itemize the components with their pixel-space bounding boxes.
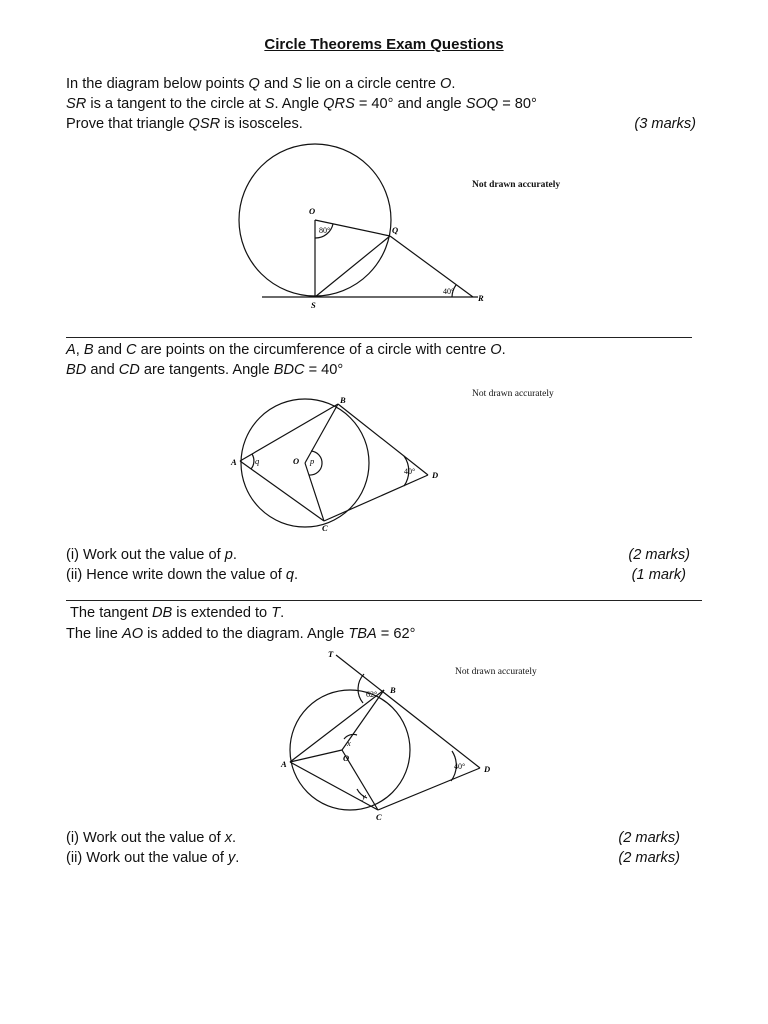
q3-label-a: A (281, 759, 287, 769)
q1-label-q: Q (392, 225, 399, 235)
q3-angle-40: 40° (454, 762, 466, 771)
q3-angle-x: x (347, 738, 351, 748)
q2-text: . (501, 342, 506, 358)
q3-part-i (66, 829, 236, 847)
q2-text: , (75, 342, 84, 358)
q2-not-drawn-note: Not drawn accurately (472, 389, 554, 399)
q1-text: In the diagram below points (66, 76, 249, 92)
q3-text: (i) Work out the value of (66, 830, 225, 846)
q2-var: p (224, 547, 233, 563)
q1-label-r: R (478, 293, 484, 303)
q1-marks: (3 marks) (634, 116, 696, 132)
q2-text: and (93, 342, 127, 358)
q3-label-t: T (328, 649, 334, 659)
q3-text: The line (66, 626, 122, 642)
q2-label-a: A (231, 457, 237, 467)
q2-text: . (232, 547, 237, 563)
q2-angle-q: q (255, 456, 260, 466)
q2-var: C (126, 342, 137, 358)
q2-text: (i) Work out the value of (66, 547, 225, 563)
q3-label-o: O (343, 753, 350, 763)
q2-var: BDC (273, 362, 305, 378)
q3-text: . (235, 850, 240, 866)
q3-tangent-cd (378, 768, 480, 810)
q1-label-o: O (309, 206, 316, 216)
q3-var: T (271, 605, 281, 621)
q2-part-ii-marks: (1 mark) (631, 567, 686, 583)
q1-text: lie on a circle centre (302, 76, 440, 92)
q1-var: Q (248, 76, 260, 92)
q1-var: QRS (323, 96, 355, 112)
q2-text: . (293, 567, 299, 583)
q1-not-drawn-note: Not drawn accurately (472, 180, 561, 190)
q3-chord-ac (290, 762, 378, 810)
q2-var: A (66, 342, 76, 358)
q3-text: The tangent (70, 605, 152, 621)
q3-circle (290, 690, 410, 810)
q3-arc-62 (358, 674, 364, 703)
q1-text: . Angle (274, 96, 324, 112)
q2-var: BD (66, 362, 87, 378)
q2-text: are tangents. Angle (139, 362, 274, 378)
q3-var: TBA (348, 626, 377, 642)
q1-var: SOQ (465, 96, 499, 112)
q2-label-d: D (432, 470, 439, 480)
q2-var: CD (118, 362, 140, 378)
q2-label-o: O (293, 456, 300, 466)
q1-text: . (451, 76, 456, 92)
q1-label-s: S (311, 300, 316, 310)
q1-var: SR (66, 96, 87, 112)
q1-text: = 40° and angle (354, 96, 466, 112)
q3-label-b: B (390, 685, 396, 695)
q1-var: S (264, 96, 275, 112)
q3-var: x (224, 830, 233, 846)
q2-var: B (83, 342, 94, 358)
q2-text: = 40° (304, 362, 344, 378)
q3-part-ii-marks: (2 marks) (618, 850, 680, 866)
q3-var: AO (121, 626, 144, 642)
q3-var: y (227, 850, 236, 866)
q1-text: and (259, 76, 293, 92)
q2-angle-p: p (310, 456, 315, 466)
page-title-text: Circle Theorems Exam Questions (264, 36, 504, 53)
q3-text: (ii) Work out the value of (66, 850, 228, 866)
q2-part-i-marks: (2 marks) (628, 547, 690, 563)
q2-text: and (86, 362, 119, 378)
q3-angle-y: y (362, 791, 366, 801)
q1-text: Prove that triangle (66, 116, 189, 132)
q3-text: = 62° (376, 626, 416, 642)
q3-label-d: D (484, 764, 491, 774)
q3-text: . (280, 605, 285, 621)
q3-var: DB (151, 605, 173, 621)
q2-text: are points on the circumference of a circle with centre (136, 342, 491, 358)
q2-var: O (490, 342, 502, 358)
q1-var: S (292, 76, 303, 92)
q2-text: (ii) Hence write down the value of (66, 567, 286, 583)
q1-text: is a tangent to the circle at (86, 96, 265, 112)
q1-text: is isosceles. (220, 116, 303, 132)
q3-not-drawn-note: Not drawn accurately (455, 667, 537, 677)
q3-part-i-marks: (2 marks) (618, 830, 680, 846)
q1-angle-40: 40° (443, 287, 455, 296)
q2-angle-40: 40° (404, 467, 416, 476)
q2-var: q (285, 567, 294, 583)
q3-text: is added to the diagram. Angle (143, 626, 349, 642)
q1-angle-80: 80° (319, 226, 331, 235)
q3-text: is extended to (172, 605, 272, 621)
q2-label-c: C (322, 523, 328, 533)
q2-label-b: B (340, 395, 346, 405)
q3-text: . (232, 830, 237, 846)
q1-var: O (440, 76, 452, 92)
q3-part-ii (66, 849, 239, 867)
q1-text: = 80° (498, 96, 537, 112)
q3-angle-62: 62° (366, 690, 378, 699)
q3-label-c: C (376, 812, 382, 822)
q1-var: QSR (188, 116, 221, 132)
